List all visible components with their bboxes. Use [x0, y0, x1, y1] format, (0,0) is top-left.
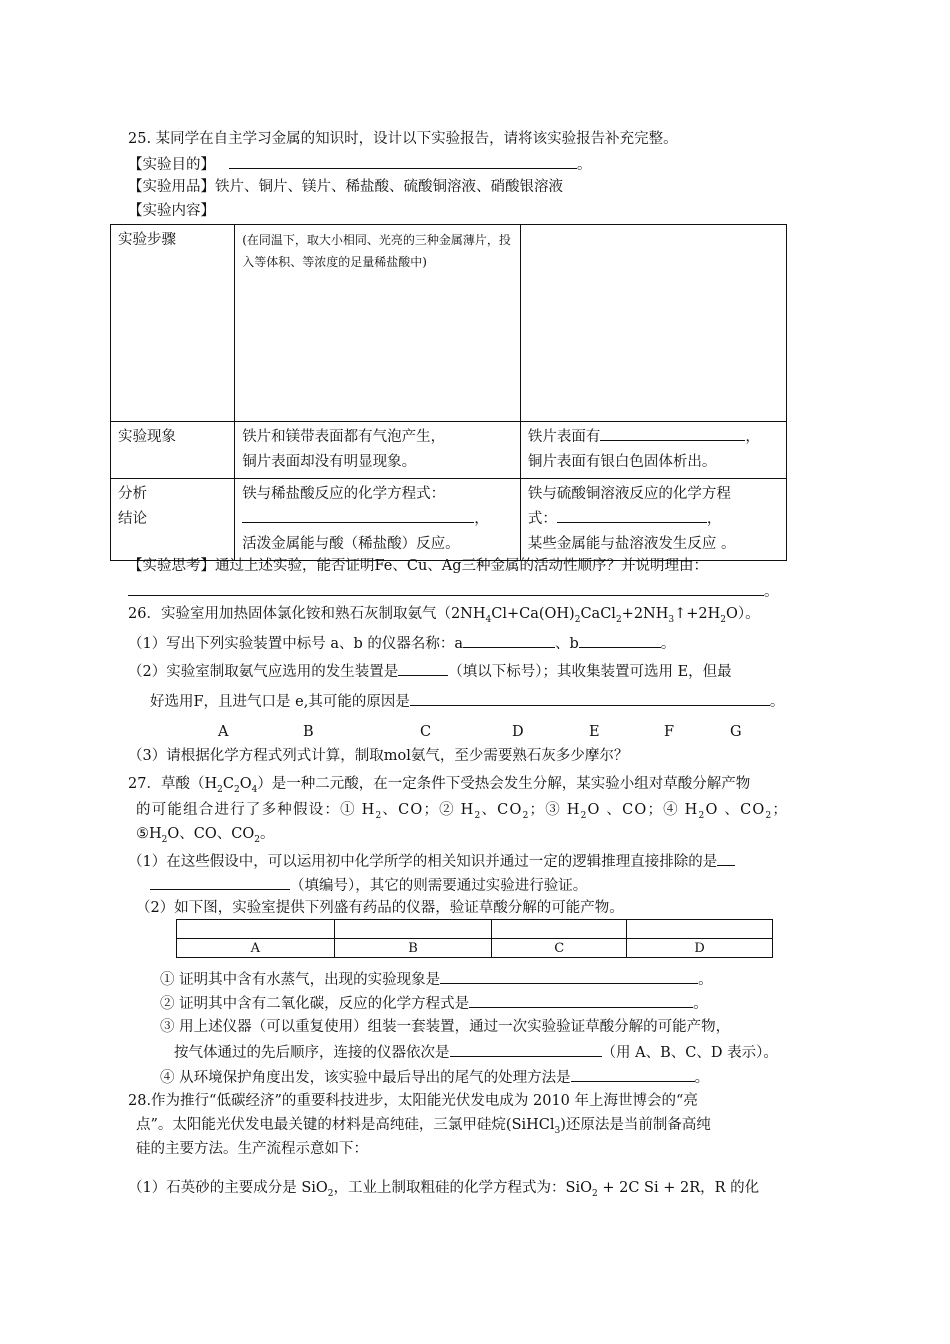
row-steps-label: 实验步骤: [111, 225, 235, 422]
apparatus-b: B: [334, 939, 492, 958]
q27-q1-line2: （填编号），其它的则需要通过实验进行验证。: [150, 874, 587, 896]
phen-col2-line2: 铜片表面却没有明显现象。: [242, 454, 417, 470]
row-steps-col2: (在同温下，取大小相同、光亮的三种金属薄片，投入等体积、等浓度的足量稀盐酸中): [235, 225, 521, 422]
q28-line2: 点”。太阳能光伏发电最关键的材料是高纯硅，三氯甲硅烷(SiHCl$_3$)还原法是当前制备高纯: [136, 1117, 711, 1136]
q27-s4: ④ 从环境保护角度出发，该实验中最后导出的尾气的处理方法是 。: [160, 1066, 709, 1088]
exclude-blank-start[interactable]: [717, 850, 735, 866]
apparatus-label-g: G: [730, 724, 742, 740]
equation-blank-1[interactable]: [242, 507, 474, 523]
q26-q1: （1）写出下列实验装置中标号 a、b 的仪器名称：a 、b 。: [128, 632, 675, 654]
q25-materials: 【实验用品】铁片、铜片、镁片、稀盐酸、硫酸铜溶液、硝酸银溶液: [128, 179, 563, 195]
q26-title: 26．实验室用加热固体氯化铵和熟石灰制取氨气$(2NH_4Cl+Ca(OH)_2CaCl_2+2NH_3↑+2H_2O)$。: [128, 606, 760, 625]
apparatus-cell-b-image: [334, 920, 492, 939]
row-analysis-col2: [235, 479, 521, 561]
analysis-col3-line1: 铁与硫酸铜溶液反应的化学方程: [527, 486, 731, 502]
co2-equation-blank[interactable]: [469, 992, 693, 1008]
analysis-col3-prefix: 式：: [527, 511, 557, 527]
analysis-col2-blank-end: ，: [474, 511, 489, 527]
purpose-blank[interactable]: [229, 153, 577, 169]
q27-s3-line1: ③ 用上述仪器（可以重复使用）组装一套装置，通过一次实验验证草酸分解的可能产物，: [160, 1019, 731, 1035]
row-phenomena-col2: [235, 422, 521, 479]
apparatus-label-c: C: [420, 724, 432, 740]
phen-col2-line1: 铁片和镁带表面都有气泡产生，: [242, 429, 446, 445]
apparatus-cell-c-image: [492, 920, 627, 939]
apparatus-label-f: F: [664, 724, 675, 740]
q27-q2: （2）如下图，实验室提供下列盛有药品的仪器，验证草酸分解的可能产物。: [136, 900, 624, 916]
q28-q1: （1）石英砂的主要成分是 SiO$_2$，工业上制取粗硅的化学方程式为：SiO$_2$ + 2C Si + 2R，R 的化: [128, 1180, 760, 1199]
thinking-blank[interactable]: [128, 580, 764, 596]
q27-line1: 27．草酸$(H_2C_2O_4)$是一种二元酸，在一定条件下受热会发生分解，某实验小组对草酸分解产物: [128, 776, 751, 795]
apparatus-a: A: [177, 939, 335, 958]
q26-q2-line2: 好选用F，且进气口是 e,其可能的原因是 。: [150, 690, 784, 712]
water-vapor-blank[interactable]: [440, 968, 698, 984]
phen-col3-line2: 铜片表面有银白色固体析出。: [527, 454, 717, 470]
reason-blank[interactable]: [410, 690, 770, 706]
q27-s2: ② 证明其中含有二氧化碳，反应的化学方程式是 。: [160, 992, 708, 1014]
apparatus-cell-d-image: [627, 920, 773, 939]
apparatus-d: D: [627, 939, 773, 958]
analysis-label-2: 结论: [118, 511, 147, 527]
q25-intro: 25. 某同学在自主学习金属的知识时，设计以下实验报告，请将该实验报告补充完整。: [128, 131, 678, 147]
experiment-table: [110, 224, 787, 561]
blank-b[interactable]: [579, 632, 661, 648]
q27-s3-line2: 按气体通过的先后顺序，连接的仪器依次是 （用 A、B、C、D 表示）。: [174, 1041, 778, 1063]
apparatus-label-e: E: [589, 724, 600, 740]
q26-q2: （2）实验室制取氨气应选用的发生装置是 （填以下标号）；其收集装置可选用 E，但最: [128, 660, 732, 682]
row-phenomena-label: 实验现象: [111, 422, 235, 479]
apparatus-table: [176, 919, 773, 958]
q27-line2: 的可能组合进行了多种假设：① $H_2$、CO；② $H_2$、$CO_2$；③ $H_2O$ 、CO；④ $H_2O$ 、$CO_2$；: [136, 802, 789, 821]
row-phenomena-col3: [520, 422, 786, 479]
q25-purpose: [128, 153, 592, 175]
q25-content-label: 【实验内容】: [128, 203, 215, 219]
equation-blank-2[interactable]: [557, 507, 707, 523]
analysis-col3-line3: 某些金属能与盐溶液发生反应 。: [527, 536, 736, 552]
q28-line3: 硅的主要方法。生产流程示意如下：: [136, 1141, 368, 1157]
q27-line3: $⑤H_2O$、CO、$CO_2$。: [136, 826, 275, 845]
analysis-col2-line1: 铁与稀盐酸反应的化学方程式：: [242, 486, 446, 502]
apparatus-label-b: B: [303, 724, 314, 740]
analysis-col2-line3: 活泼金属能与酸（稀盐酸）反应。: [242, 536, 460, 552]
phen-col3-prefix: 铁片表面有: [527, 429, 601, 445]
q27-s1: ① 证明其中含有水蒸气，出现的实验现象是 。: [160, 968, 713, 990]
purpose-label: 【实验目的】: [128, 157, 215, 173]
q26-q3: （3）请根据化学方程式列式计算，制取mol氨气，至少需要熟石灰多少摩尔？: [128, 748, 629, 764]
row-steps-col3-blank[interactable]: [520, 225, 786, 422]
row-analysis-col3: [520, 479, 786, 561]
apparatus-label-d: D: [512, 724, 524, 740]
analysis-label-1: 分析: [118, 486, 147, 502]
exclude-blank[interactable]: [150, 874, 290, 890]
q25-thinking-line: [128, 580, 779, 602]
phen-col3-blank[interactable]: [600, 425, 745, 441]
q25-thinking: 【实验思考】通过上述实验，能否证明Fe、Cu、Ag三种金属的活动性顺序？并说明理由：: [128, 558, 709, 574]
phen-col3-suffix: ，: [745, 429, 760, 445]
purpose-end: 。: [577, 157, 592, 173]
q27-q1-line1: （1）在这些假设中，可以运用初中化学所学的相关知识并通过一定的逻辑推理直接排除的是: [128, 850, 735, 872]
apparatus-label-a: A: [218, 724, 229, 740]
apparatus-cell-a-image: [177, 920, 335, 939]
thinking-end: 。: [764, 584, 779, 600]
row-analysis-label: [111, 479, 235, 561]
q28-line1: 28.作为推行“低碳经济”的重要科技进步，太阳能光伏发电成为 2010 年上海世博会的“亮: [128, 1093, 698, 1109]
analysis-col3-suffix: ，: [706, 511, 722, 527]
generator-blank[interactable]: [398, 660, 448, 676]
apparatus-c: C: [492, 939, 627, 958]
blank-a[interactable]: [463, 632, 555, 648]
sequence-blank[interactable]: [450, 1041, 602, 1057]
tail-gas-blank[interactable]: [571, 1066, 695, 1082]
